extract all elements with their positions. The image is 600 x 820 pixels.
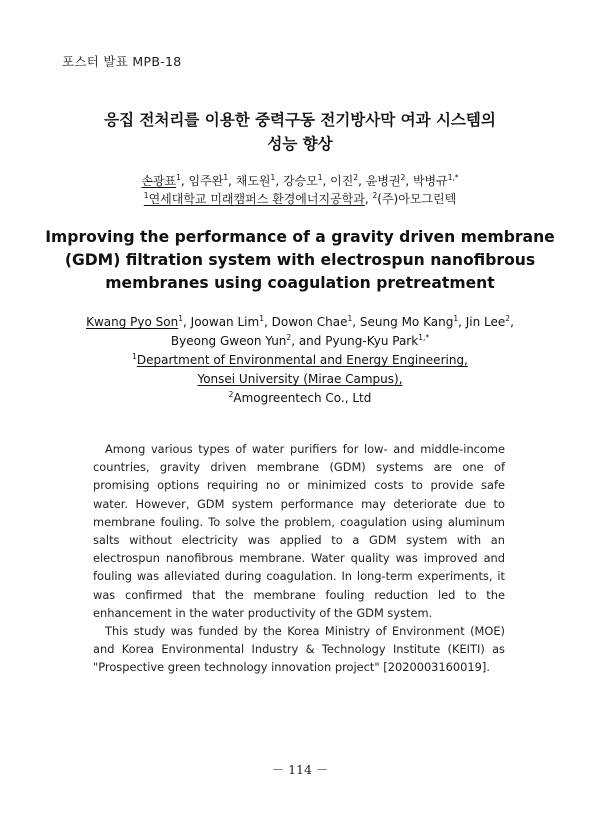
author-separator: , bbox=[405, 174, 413, 188]
affil-mark: 2 bbox=[372, 191, 378, 200]
affiliation-text: 연세대학교 미래캠퍼스 환경에너지공학과 bbox=[148, 192, 365, 206]
english-author-block bbox=[0, 313, 600, 408]
author-affil-mark: 1 bbox=[453, 314, 459, 323]
author-separator: , bbox=[228, 174, 236, 188]
korean-title-line: 성능 향상 bbox=[267, 135, 333, 153]
author-separator: , bbox=[180, 174, 189, 188]
author-affil-mark: 1 bbox=[178, 314, 184, 323]
author-affil-mark: 2 bbox=[286, 333, 292, 342]
author-affil-mark: 1 bbox=[176, 173, 181, 182]
author-affil-mark: 1 bbox=[270, 173, 276, 182]
abstract bbox=[93, 440, 505, 677]
english-title-line: (GDM) filtration system with electrospun nanofibrous bbox=[64, 251, 536, 269]
author-name: 임주완 bbox=[188, 174, 224, 188]
author-name: Dowon Chae bbox=[271, 315, 348, 329]
author-separator: , bbox=[510, 315, 514, 329]
english-author-line bbox=[0, 313, 600, 332]
author-affil-mark: 1,* bbox=[418, 333, 430, 342]
author-separator: , bbox=[275, 174, 283, 188]
author-affil-mark: 1 bbox=[259, 314, 264, 323]
funding-paragraph: This study was funded by the Korea Ministry of Environment (MOE) and Korea Environmental Industry & Technology Institute (KEITI) as "Prospective green technology innovation project" [2020003160019]. bbox=[93, 624, 505, 675]
english-title bbox=[0, 226, 600, 295]
author-name: 윤병권 bbox=[365, 174, 401, 188]
author-name: Pyung-Kyu Park bbox=[325, 334, 419, 348]
author-affil-mark: 2 bbox=[505, 314, 511, 323]
english-affiliation-1-cont bbox=[0, 370, 600, 389]
author-name: 박병규 bbox=[412, 174, 448, 188]
korean-affiliation-line bbox=[0, 190, 600, 208]
author-name: Seung Mo Kang bbox=[359, 315, 454, 329]
english-affiliation-1 bbox=[0, 351, 600, 370]
english-title-line: Improving the performance of a gravity driven membrane bbox=[45, 228, 555, 246]
affiliation-2: (주)아모그린텍 bbox=[377, 192, 457, 206]
page-number: － 114 － bbox=[271, 762, 329, 777]
affil-mark: 1 bbox=[143, 191, 149, 200]
author-affil-mark: 1,* bbox=[447, 173, 459, 182]
affiliation-text: Department of Environmental and Energy Engineering, bbox=[136, 353, 468, 367]
author-separator: , bbox=[352, 315, 360, 329]
author-separator: , bbox=[458, 315, 466, 329]
abstract-paragraph: Among various types of water purifiers for low- and middle-income countries, gravity driven membrane (GDM) systems are one of promising options requiring no or minimized costs to provide safe water. However, GDM system performance may deteriorate due to membrane fouling. To solve the problem, coagulation using aluminum salts without electricity was applied to a GDM system with an electrospun nanofibrous membrane. Water quality was improved and fouling was alleviated during coagulation. In long-term experiments, it was confirmed that the membrane fouling reduction led to the enhancement in the water productivity of the GDM system. bbox=[93, 442, 505, 620]
korean-author-list bbox=[0, 172, 600, 190]
author-separator: , bbox=[322, 174, 331, 188]
author-separator: , bbox=[183, 315, 191, 329]
affil-mark: 2 bbox=[228, 390, 234, 399]
english-title-line: membranes using coagulation pretreatment bbox=[105, 274, 495, 292]
english-author-line bbox=[0, 332, 600, 351]
korean-author-block bbox=[0, 172, 600, 208]
affiliation-1 bbox=[144, 192, 365, 206]
session-tag: 포스터 발표 MPB-18 bbox=[62, 54, 182, 69]
author-name: 이진 bbox=[330, 174, 354, 188]
author-name: Byeong Gweon Yun bbox=[170, 334, 287, 348]
affiliation-text: Yonsei University (Mirae Campus), bbox=[197, 372, 403, 386]
author-affil-mark: 1 bbox=[223, 173, 229, 182]
korean-title-line: 응집 전처리를 이용한 중력구동 전기방사막 여과 시스템의 bbox=[104, 111, 496, 129]
author-name: 채도원 bbox=[235, 174, 271, 188]
english-affiliation-2 bbox=[0, 389, 600, 408]
affiliation-text: Amogreentech Co., Ltd bbox=[233, 391, 372, 405]
author-affil-mark: 1 bbox=[317, 173, 323, 182]
author-affil-mark: 2 bbox=[400, 173, 406, 182]
author-separator: , bbox=[263, 315, 272, 329]
author-name: 손광표 bbox=[141, 174, 177, 188]
author-name: 강승모 bbox=[282, 174, 318, 188]
author-separator: , and bbox=[291, 334, 326, 348]
author-separator: , bbox=[358, 174, 366, 188]
affiliation-separator: , bbox=[364, 192, 373, 206]
author-affil-mark: 1 bbox=[347, 314, 353, 323]
author-name: Kwang Pyo Son bbox=[86, 315, 179, 329]
author-affil-mark: 2 bbox=[353, 173, 359, 182]
affil-mark: 1 bbox=[132, 352, 137, 361]
korean-title bbox=[0, 108, 600, 156]
author-name: Joowan Lim bbox=[190, 315, 260, 329]
author-name: Jin Lee bbox=[465, 315, 506, 329]
